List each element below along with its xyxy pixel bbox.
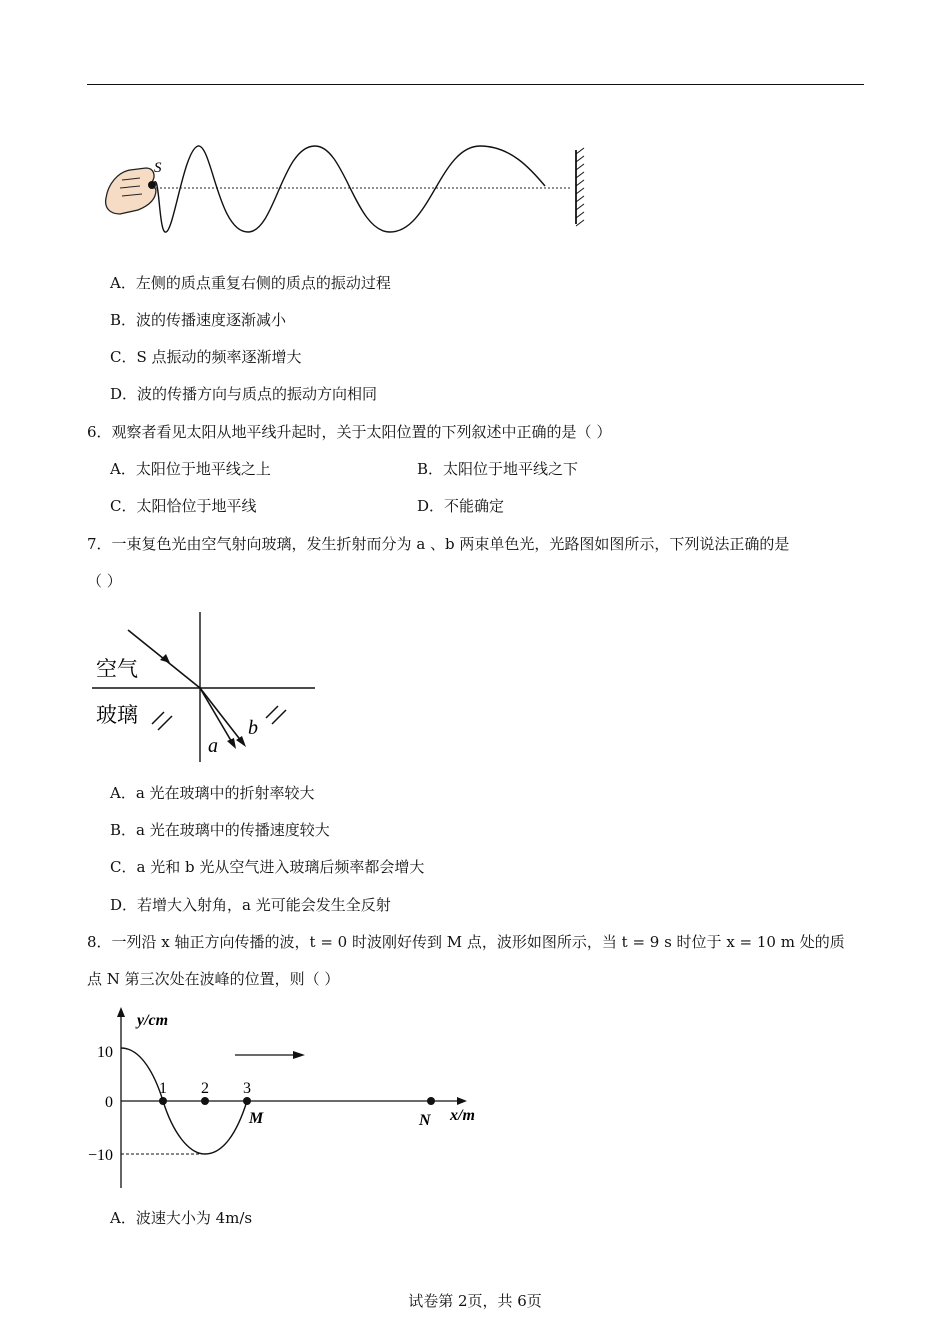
label-2: 2 [201, 1080, 209, 1097]
ray-a-arrow [227, 738, 236, 749]
q7-option-d[interactable]: D．若增大入射角，a 光可能会发生全反射 [110, 896, 391, 914]
label-a: a [208, 735, 218, 757]
label-3: 3 [243, 1080, 251, 1097]
point-m [243, 1097, 251, 1105]
glass-hatch-left [152, 712, 172, 730]
label-1: 1 [159, 1080, 167, 1097]
y-axis-arrow [117, 1007, 125, 1017]
q7-option-c[interactable]: C．a 光和 b 光从空气进入玻璃后频率都会增大 [110, 858, 425, 876]
label-m: M [249, 1110, 264, 1127]
point-1 [159, 1097, 167, 1105]
q6-option-c[interactable]: C．太阳恰位于地平线 [110, 497, 257, 515]
label-s: S [154, 160, 162, 176]
q6-option-a[interactable]: A．太阳位于地平线之上 [110, 460, 271, 478]
q5-option-d[interactable]: D．波的传播方向与质点的振动方向相同 [110, 385, 378, 403]
header-rule [87, 84, 864, 85]
rope-wave [152, 146, 545, 232]
glass-hatch-right [266, 706, 286, 724]
point-n [427, 1097, 435, 1105]
wall-hatching [576, 148, 584, 226]
label-glass: 玻璃 [96, 703, 138, 727]
y-tick-0: 0 [105, 1094, 113, 1111]
q6-stem: 6．观察者看见太阳从地平线升起时，关于太阳位置的下列叙述中正确的是（ ） [87, 423, 612, 441]
wave-graph-figure [85, 1005, 495, 1195]
label-b: b [248, 717, 258, 739]
q8-stem-line2: 点 N 第三次处在波峰的位置，则（ ） [87, 970, 340, 988]
y-tick-neg10: −10 [88, 1147, 114, 1164]
rope-wave-figure [100, 140, 600, 240]
x-axis-label: x/m [450, 1107, 475, 1124]
q5-option-c[interactable]: C．S 点振动的频率逐渐增大 [110, 348, 302, 366]
incident-arrow [160, 654, 170, 663]
point-2 [201, 1097, 209, 1105]
hand-icon [106, 168, 156, 214]
x-axis-arrow [457, 1097, 467, 1105]
refraction-figure [90, 610, 320, 770]
q5-option-a[interactable]: A．左侧的质点重复右侧的质点的振动过程 [110, 274, 391, 292]
y-tick-10: 10 [97, 1044, 113, 1061]
ray-b-arrow [236, 736, 246, 747]
q8-stem-line1: 8．一列沿 x 轴正方向传播的波，t = 0 时波刚好传到 M 点，波形如图所示，当 t = 9 s 时位于 x = 10 m 处的质 [87, 933, 845, 951]
ray-b [200, 688, 242, 742]
q7-stem-line1: 7．一束复色光由空气射向玻璃，发生折射而分为 a 、b 两束单色光，光路图如图所示，下列说法正确的是 [87, 535, 790, 553]
q5-option-b[interactable]: B．波的传播速度逐渐减小 [110, 311, 287, 329]
direction-arrow-head [293, 1051, 305, 1059]
q6-option-d[interactable]: D．不能确定 [417, 497, 505, 515]
q7-stem-line2: （ ） [87, 572, 122, 590]
q6-option-b[interactable]: B．太阳位于地平线之下 [417, 460, 579, 478]
y-axis-label: y/cm [137, 1012, 169, 1029]
q7-option-b[interactable]: B．a 光在玻璃中的传播速度较大 [110, 821, 330, 839]
q7-option-a[interactable]: A．a 光在玻璃中的折射率较大 [110, 784, 315, 802]
label-n: N [419, 1112, 431, 1129]
label-air: 空气 [96, 657, 138, 681]
page-footer: 试卷第 2页，共 6页 [408, 1292, 542, 1310]
q8-option-a[interactable]: A．波速大小为 4m/s [110, 1209, 253, 1227]
